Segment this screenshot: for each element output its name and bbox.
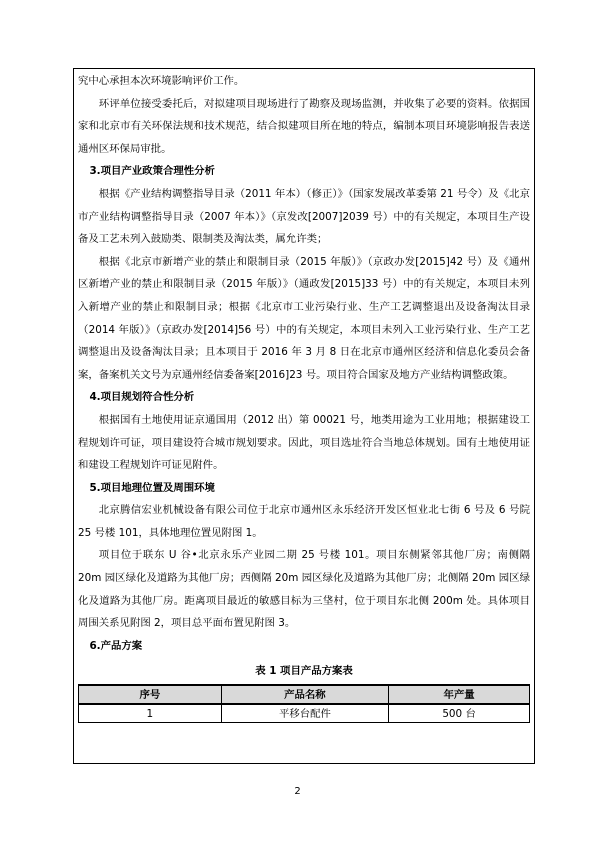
page-number: 2 [294,786,301,797]
header-cell: 产品名称 [221,685,388,704]
table-cell: 平移台配件 [221,704,388,723]
product-table [78,684,530,723]
section-heading: 4.项目规划符合性分析 [89,391,195,404]
paragraph: 环评单位接受委托后，对拟建项目现场进行了勘察及现场监测，并收集了必要的资料。依据国家和北京市有关环保法规和技术规范，结合拟建项目所在地的特点，编制本项目环境影响报告表送通州区环保局审批。 [78,97,530,155]
paragraph: 根据国有土地使用证京通国用（2012 出）第 00021 号，地类用途为工业用地；根据建设工程规划许可证，项目建设符合城市规划要求。因此，项目选址符合当地总体规划。国有土地使用证和建设工程规划许可证见附件。 [78,413,530,472]
paragraph: 究中心承担本次环境影响评价工作。 [78,75,245,87]
header-cell: 年产量 [389,685,530,704]
table-caption: 表 1 项目产品方案表 [255,665,353,678]
header-cell: 序号 [79,685,222,704]
document-body [78,70,530,723]
paragraph: 项目位于联东 U 谷•北京永乐产业园二期 25 号楼 101。项目东侧紧邻其他厂房；南侧隔 20m 园区绿化及道路为其他厂房；西侧隔 20m 园区绿化及道路为其他厂房；北侧隔 20m 园区绿化及道路为其他厂房。距离项目最近的敏感目标为三垡村，位于项目东北侧 200m 处。具体项目周围关系见附图 2，项目总平面布置见附图 3。 [78,549,530,630]
table-row [79,704,530,723]
section-heading: 5.项目地理位置及周围环境 [89,481,215,494]
paragraph: 根据《北京市新增产业的禁止和限制目录（2015 年版）》（京政办发[2015]42 号）及《通州区新增产业的禁止和限制目录（2015 年版）》（通政发[2015]33 号）中的有关规定，本项目未列入新增产业的禁止和限制目录；根据《北京市工业污染行业、生产工艺调整退出及设备淘汰目录（2014 年版）》（京政办发[2014]56 号）中的有关规定，本项目未列入工业污染行业、生产工艺调整退出及设备淘汰目录；且本项目于 2016 年 3 月 8 日在北京市通州区经济和信息化委员会备案，备案机关文号为京通州经信委备案[2016]23 号。项目符合国家及地方产业结构调整政策。 [78,255,530,381]
section-heading: 3.项目产业政策合理性分析 [89,165,215,178]
table-cell: 1 [79,704,222,723]
table-header-row [79,685,530,704]
paragraph: 根据《产业结构调整指导目录（2011 年本）（修正）》（国家发展改革委第 21 号令）及《北京市产业结构调整指导目录（2007 年本）》（京发改[2007]2039 号）中的有关规定，本项目生产设备及工艺未列入鼓励类、限制类及淘汰类，属允许类； [78,187,530,246]
table-cell: 500 台 [389,704,530,723]
section-heading: 6.产品方案 [89,639,143,652]
paragraph: 北京腾信宏业机械设备有限公司位于北京市通州区永乐经济开发区恒业北七街 6 号及 6 号院 25 号楼 101，具体地理位置见附图 1。 [78,504,530,539]
